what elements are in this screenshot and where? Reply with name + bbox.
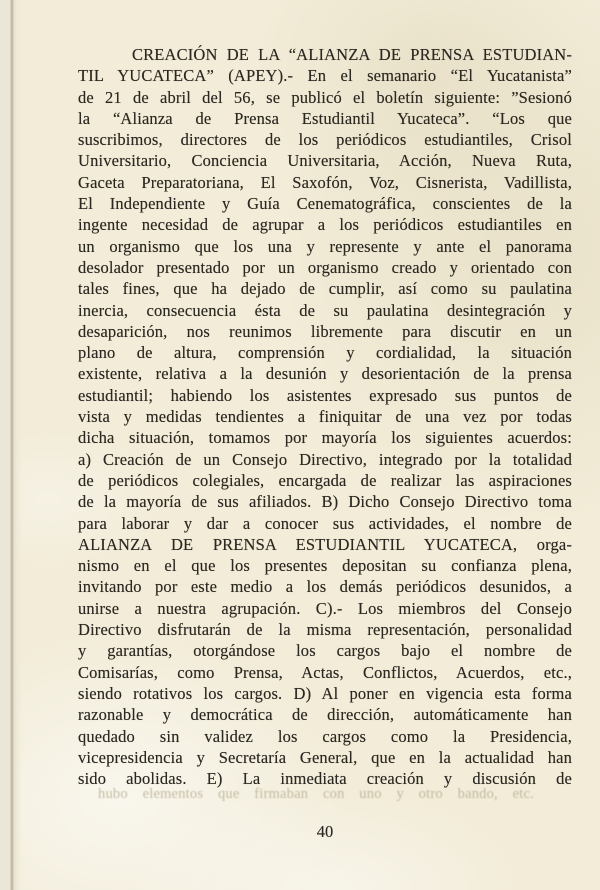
text-line: dicha situación, tomamos por mayoría los siguientes acuerdos: [78, 428, 572, 448]
text-line: la “Alianza de Prensa Estudiantil Yucateca”. “Los que [78, 108, 572, 128]
text-line: siendo rotativos los cargos. D) Al poner en vigencia esta forma [78, 683, 572, 703]
text-line: quedado sin validez los cargos como la Presidencia, [78, 726, 572, 746]
text-line: Gaceta Preparatoriana, El Saxofón, Voz, Cisnerista, Vadillista, [78, 172, 572, 192]
text-line: vista y medidas tendientes a finiquitar de una vez por todas [78, 407, 572, 427]
text-line: unirse a nuestra agrupación. C).- Los miembros del Consejo [78, 598, 572, 618]
text-line: de 21 de abril del 56, se publicó el boletín siguiente: ”Sesionó [78, 87, 572, 107]
text-line: a) Creación de un Consejo Directivo, integrado por la totalidad [78, 449, 572, 469]
text-line: suscribimos, directores de los periódicos estudiantiles, Crisol [78, 130, 572, 150]
text-line: inercia, consecuencia ésta de su paulatina desintegración y [78, 300, 572, 320]
text-line: tales fines, que ha dejado de cumplir, así como su paulatina [78, 279, 572, 299]
text-line: CREACIÓN DE LA “ALIANZA DE PRENSA ESTUDIAN- [132, 45, 572, 64]
text-line: TIL YUCATECA” (APEY).- En el semanario “El Yucatanista” [78, 66, 572, 86]
text-line: existente, relativa a la desunión y desorientación de la prensa [78, 364, 572, 384]
text-line: plano de altura, comprensión y cordialidad, la situación [78, 343, 572, 363]
text-line: invitando por este medio a los demás periódicos desunidos, a [78, 577, 572, 597]
text-line: un organismo que los una y represente y ante el panorama [78, 236, 572, 256]
text-line: y garantías, otorgándose los cargos bajo el nombre de [78, 641, 572, 661]
text-line: nismo en el que los presentes depositan su confianza plena, [78, 556, 572, 576]
text-line: para laborar y dar a conocer sus actividades, el nombre de [78, 513, 572, 533]
text-line: desolador presentado por un organismo creado y orientado con [78, 257, 572, 277]
text-line: vicepresidencia y Secretaría General, que en la actualidad han [78, 747, 572, 767]
text-line: ingente necesidad de agrupar a los periódicos estudiantiles en [78, 215, 572, 235]
text-line: sido abolidas. E) La inmediata creación y discusión de [78, 769, 572, 789]
text-line: desaparición, nos reunimos libremente para discutir en un [78, 321, 572, 341]
text-line: de la mayoría de sus afiliados. B) Dicho Consejo Directivo toma [78, 492, 572, 512]
text-line: Comisarías, como Prensa, Actas, Conflictos, Acuerdos, etc., [78, 662, 572, 682]
text-line: Directivo disfrutarán de la misma representación, personalidad [78, 620, 572, 640]
text-line: de periódicos colegiales, encargada de realizar las aspiraciones [78, 470, 572, 490]
text-line: ALIANZA DE PRENSA ESTUDIANTIL YUCATECA, orga- [78, 534, 572, 554]
page-number: 40 [316, 822, 334, 841]
text-line: Universitario, Conciencia Universitaria, Acción, Nueva Ruta, [78, 151, 572, 171]
text-line: El Independiente y Guía Cenematográfica, conscientes de la [78, 194, 572, 214]
text-line: razonable y democrática de dirección, automáticamente han [78, 705, 572, 725]
bleed-through-text: hubo elementos que firmaban con uno y otro bando, etc. [98, 786, 534, 802]
text-line: estudiantil; habiendo los asistentes expresado sus puntos de [78, 385, 572, 405]
page-body-text [78, 44, 572, 789]
